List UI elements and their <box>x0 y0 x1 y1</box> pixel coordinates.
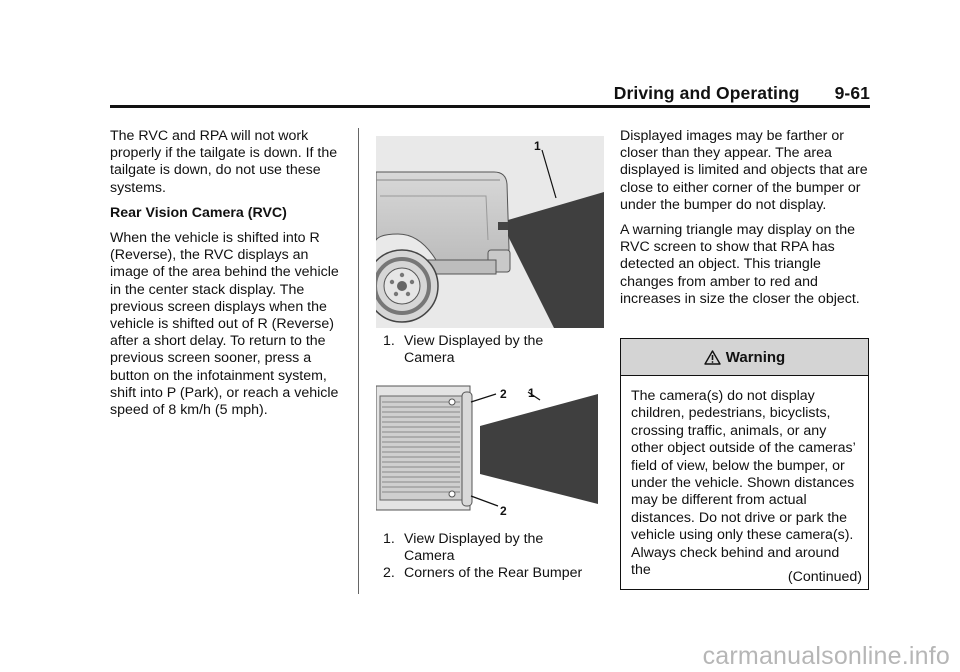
figure1-callout-1: 1 <box>534 139 541 153</box>
bumper-top-illustration <box>376 382 604 516</box>
watermark-text: carmanualsonline.info <box>702 642 950 670</box>
caption-text: Corners of the Rear Bumper <box>404 565 583 582</box>
truck-side-illustration <box>376 136 604 328</box>
caption-text: View Displayed by the Camera <box>404 333 544 367</box>
watermark-footer <box>0 640 960 672</box>
caption-number: 2. <box>383 565 395 582</box>
warning-title: Warning <box>725 348 786 366</box>
figure2-caption <box>383 531 594 583</box>
caption-text: View Displayed by the Camera <box>404 531 544 565</box>
left-column <box>110 128 350 427</box>
continued-label: (Continued) <box>787 569 862 585</box>
figure2-callout-2-top: 2 <box>500 387 507 401</box>
section-title: Driving and Operating <box>613 83 800 103</box>
figure2-callout-1: 1 <box>528 386 535 400</box>
page-number: 9-61 <box>834 83 870 103</box>
header-rule <box>110 105 870 108</box>
figure2-callout-2-bottom: 2 <box>500 504 507 516</box>
caption-number: 1. <box>383 333 395 349</box>
tailgate-paragraph: The RVC and RPA will not work properly if the tailgate is down. If the tailgate is down, do not use these systems. <box>110 128 338 196</box>
rvc-subheading: Rear Vision Camera (RVC) <box>110 204 287 221</box>
rvc-paragraph: When the vehicle is shifted into R (Reverse), the RVC displays an image of the area behind the vehicle in the center stack display. The previous screen displays when the vehicle is shifted out of R (Reverse) after a short delay. To return to the previous screen sooner, press a button on the infotainment system, shift into P (Park), or reach a vehicle speed of 8 km/h (5 mph). <box>110 230 339 419</box>
page-header <box>590 83 870 104</box>
displayed-images-paragraph: Displayed images may be farther or closer than they appear. The area displayed is limited and objects that are close to either corner of the bumper or under the bumper do not display. <box>620 128 868 213</box>
column-divider <box>358 128 359 594</box>
right-column <box>620 128 870 316</box>
caption-number: 1. <box>383 531 395 547</box>
warning-header <box>621 339 868 376</box>
warning-box <box>620 338 869 590</box>
caption-item <box>383 565 594 582</box>
figure1-caption <box>383 333 594 367</box>
warning-triangle-paragraph: A warning triangle may display on the RVC screen to show that RPA has detected an object. This triangle changes from amber to red and increases in size the closer the object. <box>620 222 860 307</box>
warning-body: The camera(s) do not display children, pedestrians, bicyclists, crossing traffic, animals, or any other object outside of the cameras’ field of view, below the bumper, or under the vehicle. Shown distances may be different from actual distances. Do not drive or park the vehicle using only these camera(s). Always check behind and around the <box>631 388 856 579</box>
warning-triangle-icon <box>704 350 721 365</box>
caption-item <box>383 531 594 565</box>
